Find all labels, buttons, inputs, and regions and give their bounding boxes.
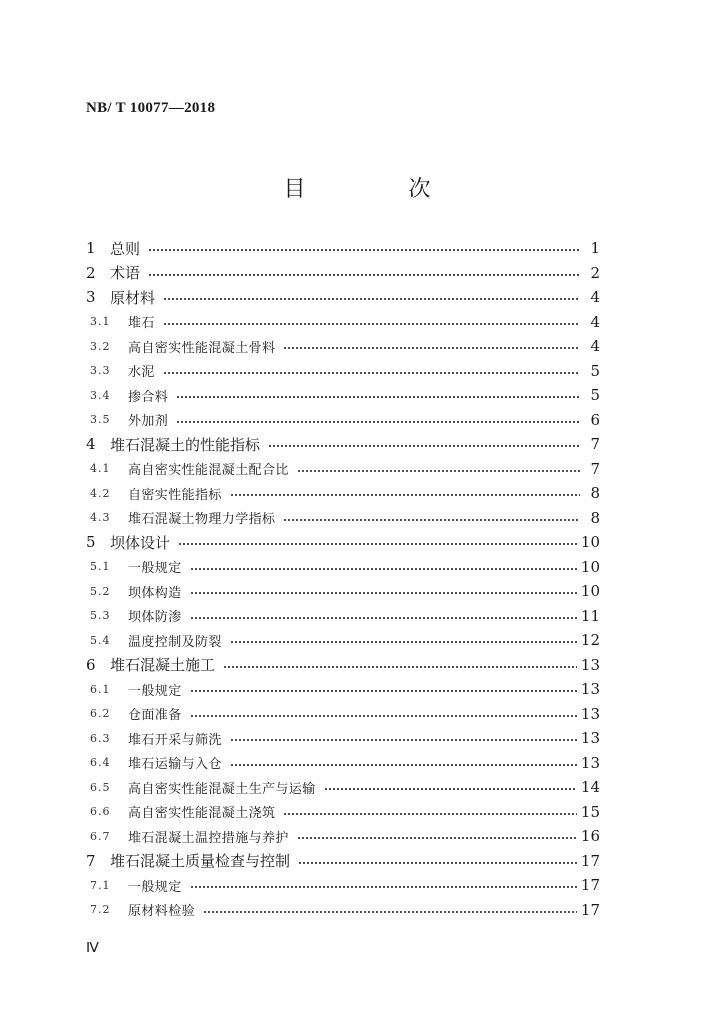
toc-entry-number: 4.3 [90, 511, 111, 525]
toc-entry-title: 堆石开采与筛洗 [128, 732, 222, 748]
dot-leader [176, 420, 580, 424]
dot-leader [230, 738, 577, 742]
toc-entry-number: 6.4 [90, 756, 111, 770]
toc-entry-number: 5 [86, 533, 96, 552]
toc-section-entry[interactable] [86, 800, 600, 825]
toc-section-entry[interactable] [86, 359, 600, 384]
toc-section-entry[interactable] [86, 775, 600, 800]
toc-section-entry[interactable] [86, 579, 600, 604]
toc-section-entry[interactable] [86, 506, 600, 531]
toc-entry-title: 高自密实性能混凝土骨料 [128, 340, 276, 356]
toc-entry-number: 3.4 [90, 388, 111, 402]
dot-leader [190, 591, 577, 595]
toc-entry-page: 5 [590, 361, 600, 380]
toc-entry-number: 7 [86, 851, 96, 870]
toc-entry-page: 8 [590, 484, 600, 503]
dot-leader [283, 346, 580, 350]
toc-title: 目 次 [283, 177, 479, 202]
toc-section-entry[interactable] [86, 751, 600, 776]
dot-leader [190, 885, 577, 889]
dot-leader [190, 714, 577, 718]
toc-entry-page: 10 [580, 533, 600, 552]
toc-entry-page: 13 [580, 753, 600, 772]
dot-leader [178, 542, 577, 546]
toc-section-entry[interactable] [86, 824, 600, 849]
toc-entry-number: 6.1 [90, 682, 111, 696]
toc-section-entry[interactable] [86, 628, 600, 653]
toc-entry-number: 2 [86, 263, 96, 282]
toc-entry-page: 17 [580, 851, 600, 870]
dot-leader [297, 469, 580, 473]
dot-leader [163, 371, 580, 375]
toc-entry-title: 堆石混凝土物理力学指标 [128, 512, 276, 528]
toc-entry-number: 4.1 [90, 462, 111, 476]
toc-entry-title: 水泥 [128, 365, 155, 381]
dot-leader [190, 689, 577, 693]
toc-chapter-entry[interactable] [86, 432, 600, 457]
toc-entry-page: 15 [580, 802, 600, 821]
toc-entry-title: 外加剂 [128, 414, 169, 430]
toc-chapter-entry[interactable] [86, 236, 600, 261]
toc-entry-page: 4 [590, 312, 600, 331]
toc-entry-title: 坝体设计 [110, 533, 171, 552]
toc-entry-title: 原材料检验 [128, 904, 196, 920]
toc-entry-title: 堆石运输与入仓 [128, 757, 222, 773]
toc-entry-number: 5.3 [90, 609, 111, 623]
toc-section-entry[interactable] [86, 555, 600, 580]
toc-entry-page: 13 [580, 704, 600, 723]
toc-entry-page: 2 [590, 263, 600, 282]
toc-entry-title: 自密实性能指标 [128, 487, 222, 503]
toc-entry-page: 17 [580, 900, 600, 919]
toc-entry-title: 堆石混凝土施工 [110, 656, 216, 675]
toc-entry-number: 3 [86, 288, 96, 307]
toc-entry-number: 6.3 [90, 731, 111, 745]
toc-section-entry[interactable] [86, 334, 600, 359]
toc-entry-title: 坝体构造 [128, 585, 182, 601]
toc-section-entry[interactable] [86, 310, 600, 335]
toc-section-entry[interactable] [86, 898, 600, 923]
toc-entry-page: 13 [580, 680, 600, 699]
toc-entry-number: 6.2 [90, 707, 111, 721]
toc-entry-title: 堆石 [128, 316, 155, 332]
toc-entry-number: 3.5 [90, 413, 111, 427]
toc-entry-page: 5 [590, 386, 600, 405]
toc-entry-number: 3.3 [90, 364, 111, 378]
dot-leader [324, 787, 577, 791]
toc-section-entry[interactable] [86, 457, 600, 482]
toc-entry-number: 3.2 [90, 339, 111, 353]
toc-entry-page: 6 [590, 410, 600, 429]
toc-section-entry[interactable] [86, 408, 600, 433]
toc-entry-page: 7 [590, 459, 600, 478]
dot-leader [268, 444, 580, 448]
dot-leader [148, 273, 580, 277]
dot-leader [190, 567, 577, 571]
toc-entry-title: 堆石混凝土温控措施与养护 [128, 830, 289, 846]
toc-entry-number: 5.4 [90, 633, 111, 647]
toc-chapter-entry[interactable] [86, 261, 600, 286]
dot-leader [298, 861, 577, 865]
dot-leader [223, 665, 577, 669]
dot-leader [148, 248, 580, 252]
toc-entry-title: 一般规定 [128, 561, 182, 577]
dot-leader [190, 616, 577, 620]
toc-section-entry[interactable] [86, 481, 600, 506]
dot-leader [283, 518, 580, 522]
toc-entry-page: 17 [580, 876, 600, 895]
dot-leader [163, 297, 580, 301]
toc-entry-page: 10 [580, 582, 600, 601]
toc-entry-page: 4 [590, 288, 600, 307]
toc-entry-title: 术语 [110, 264, 141, 283]
toc-entry-number: 6 [86, 655, 96, 674]
table-of-contents [86, 236, 600, 922]
toc-entry-number: 3.1 [90, 315, 111, 329]
toc-chapter-entry[interactable] [86, 849, 600, 874]
toc-entry-number: 4.2 [90, 486, 111, 500]
toc-entry-page: 1 [590, 239, 600, 258]
dot-leader [230, 763, 577, 767]
dot-leader [203, 910, 577, 914]
toc-entry-title: 高自密实性能混凝土浇筑 [128, 806, 276, 822]
toc-entry-title: 高自密实性能混凝土配合比 [128, 463, 289, 479]
toc-entry-title: 掺合料 [128, 389, 169, 405]
toc-section-entry[interactable] [86, 702, 600, 727]
toc-entry-title: 一般规定 [128, 879, 182, 895]
dot-leader [230, 640, 577, 644]
toc-entry-page: 10 [580, 557, 600, 576]
toc-entry-number: 5.2 [90, 584, 111, 598]
toc-entry-number: 5.1 [90, 560, 111, 574]
dot-leader [230, 493, 580, 497]
page-number: Ⅳ [86, 941, 98, 956]
toc-entry-number: 6.7 [90, 829, 111, 843]
toc-entry-page: 4 [590, 337, 600, 356]
toc-entry-title: 温度控制及防裂 [128, 634, 222, 650]
toc-entry-page: 16 [580, 827, 600, 846]
toc-entry-number: 4 [86, 435, 96, 454]
toc-entry-title: 总则 [110, 239, 141, 258]
toc-entry-page: 11 [580, 606, 600, 625]
toc-entry-title: 堆石混凝土质量检查与控制 [110, 852, 291, 871]
toc-entry-number: 1 [86, 239, 96, 258]
toc-chapter-entry[interactable] [86, 530, 600, 555]
toc-entry-number: 7.1 [90, 878, 111, 892]
toc-entry-title: 仓面准备 [128, 708, 182, 724]
toc-entry-page: 13 [580, 729, 600, 748]
toc-entry-page: 7 [590, 435, 600, 454]
toc-entry-title: 一般规定 [128, 683, 182, 699]
toc-section-entry[interactable] [86, 726, 600, 751]
toc-entry-title: 坝体防渗 [128, 610, 182, 626]
dot-leader [163, 322, 580, 326]
toc-section-entry[interactable] [86, 873, 600, 898]
toc-chapter-entry[interactable] [86, 285, 600, 310]
toc-chapter-entry[interactable] [86, 653, 600, 678]
toc-entry-title: 堆石混凝土的性能指标 [110, 435, 261, 454]
dot-leader [297, 836, 577, 840]
toc-entry-number: 6.6 [90, 805, 111, 819]
toc-entry-page: 12 [580, 631, 600, 650]
toc-entry-number: 6.5 [90, 780, 111, 794]
toc-entry-page: 14 [580, 778, 600, 797]
toc-entry-title: 原材料 [110, 288, 156, 307]
toc-entry-title: 高自密实性能混凝土生产与运输 [128, 781, 316, 797]
dot-leader [176, 395, 580, 399]
toc-section-entry[interactable] [86, 604, 600, 629]
dot-leader [283, 812, 577, 816]
toc-entry-number: 7.2 [90, 903, 111, 917]
toc-entry-page: 8 [590, 508, 600, 527]
toc-entry-page: 13 [580, 655, 600, 674]
document-code: NB/ T 10077—2018 [86, 100, 216, 116]
toc-section-entry[interactable] [86, 677, 600, 702]
toc-section-entry[interactable] [86, 383, 600, 408]
